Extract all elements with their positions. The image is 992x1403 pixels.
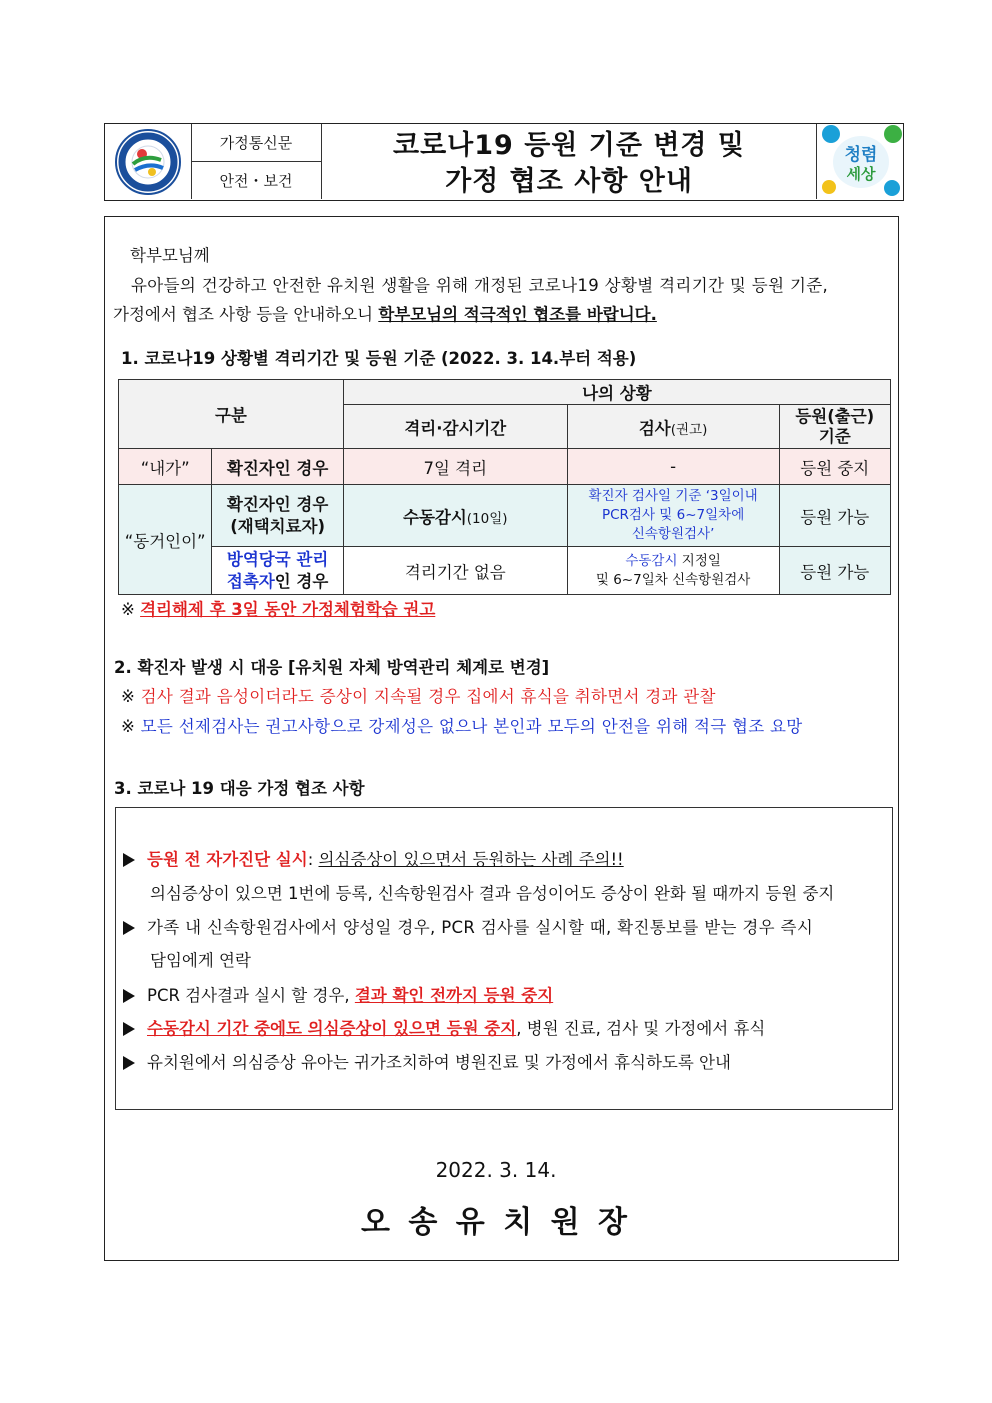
bullet-triangle-icon (123, 1056, 135, 1070)
section1-note (121, 596, 435, 620)
row2-test-line1: 확진자 검사일 기준 ‘3일이내 (588, 488, 758, 504)
section3-heading: 3. 코로나 19 대응 가정 협조 사항 (114, 779, 365, 798)
bullet1-colon: : (307, 850, 319, 869)
row2-attend: 등원 가능 (779, 485, 890, 547)
bullet-item-5 (123, 1049, 731, 1073)
row3-attend: 등원 가능 (779, 547, 890, 595)
bullet-triangle-icon (123, 921, 135, 935)
table-header-quarantine: 격리·감시기간 (343, 405, 567, 449)
row3-test-line1 (568, 552, 779, 571)
signature: 오 송 유 치 원 장 (360, 1205, 632, 1240)
row2-quarantine-note: (10일) (466, 510, 508, 527)
table-header-attend-line2: 기준 (818, 426, 851, 446)
table-header-test (567, 405, 779, 449)
row2-quarantine-label: 수동감시 (403, 507, 467, 527)
campaign-logo-icon (817, 124, 903, 199)
row3-case-contact: 접촉자 (226, 571, 275, 591)
bullet2-text: 가족 내 신속항원검사에서 양성일 경우, PCR 검사를 실시할 때, 확진통보를 받는 경우 즉시 (147, 918, 814, 937)
bullet3-red: 결과 확인 전까지 등원 중지 (354, 986, 554, 1005)
row2-case-line2: (재택치료자) (230, 516, 325, 536)
table-row (119, 485, 891, 547)
bullet3-plain: PCR 검사결과 실시 할 경우, (147, 986, 355, 1005)
intro-line2 (113, 301, 657, 325)
section1-heading: 1. 코로나19 상황별 격리기간 및 등원 기준 (2022. 3. 14.부터 적용) (121, 349, 637, 368)
row2-test-line3: 신속항원검사’ (631, 526, 715, 542)
svg-text:청렴: 청렴 (844, 145, 878, 165)
bullet1-red: 등원 전 자가진단 실시 (147, 850, 308, 869)
row3-case-line1: 방역당국 관리 (226, 549, 329, 569)
section1-note-text: 격리해제 후 3일 동안 가정체험학습 권고 (140, 600, 436, 619)
bullet5-text: 유치원에서 의심증상 유아는 귀가조치하여 병원진료 및 가정에서 휴식하도록 안내 (147, 1053, 731, 1072)
row2-test (567, 485, 779, 547)
note-mark: ※ (121, 687, 141, 706)
greeting: 학부모님께 (130, 246, 210, 265)
intro-line2-text: 가정에서 협조 사항 등을 안내하오니 (113, 305, 379, 324)
row3-test-passive: 수동감시 (625, 552, 678, 569)
table-header-attend (779, 405, 890, 449)
document-title-line1: 코로나19 등원 기준 변경 및 (393, 130, 745, 161)
table-row (119, 449, 891, 485)
school-emblem-cell (105, 124, 192, 199)
document-date: 2022. 3. 14. (435, 1158, 557, 1182)
bullet-item-2 (123, 914, 813, 938)
row1-case: 확진자인 경우 (212, 449, 344, 485)
bullet-item-4 (123, 1015, 765, 1039)
category-label-bottom: 안전・보건 (191, 162, 322, 199)
bullet4-red: 수동감시 기간 중에도 의심증상이 있으면 등원 중지 (147, 1019, 517, 1038)
document-title-line2: 가정 협조 사항 안내 (445, 166, 693, 197)
row3-case (212, 547, 344, 595)
section2-heading: 2. 확진자 발생 시 대응 [유치원 자체 방역관리 체계로 변경] (114, 658, 550, 677)
row1-group: “내가” (119, 449, 212, 485)
bullet-item-3 (123, 982, 553, 1006)
row1-quarantine: 7일 격리 (343, 449, 567, 485)
table-header-group: 구분 (119, 380, 344, 449)
section2-item1 (121, 683, 716, 707)
bullet-item-1-cont: 의심증상이 있으면 1번에 등록, 신속항원검사 결과 음성이어도 증상이 완화 될 때까지 등원 중지 (150, 884, 835, 903)
table-header-attend-line1: 등원(출근) (795, 406, 875, 426)
row2-case (212, 485, 344, 547)
section2-item1-text: 검사 결과 음성이더라도 증상이 지속될 경우 집에서 휴식을 취하면서 경과 관찰 (140, 687, 716, 706)
row3-quarantine: 격리기간 없음 (343, 547, 567, 595)
section2-item2 (121, 713, 803, 737)
table-row (119, 547, 891, 595)
bullet1-underlined: 의심증상이 있으면서 등원하는 사례 주의!! (318, 850, 624, 869)
table-header-test-label: 검사 (638, 418, 671, 438)
row2-test-line2: PCR검사 및 6~7일차에 (601, 507, 745, 523)
row2-case-line1: 확진자인 경우 (226, 494, 329, 514)
category-label-top: 가정통신문 (191, 124, 322, 162)
campaign-logo-cell (816, 124, 903, 199)
intro-line1: 유아들의 건강하고 안전한 유치원 생활을 위해 개정된 코로나19 상황별 격리기간 및 등원 기준, (131, 276, 829, 295)
table-header-my-status: 나의 상황 (343, 380, 890, 405)
row1-attend: 등원 중지 (779, 449, 890, 485)
section2-item2-text: 모든 선제검사는 권고사항으로 강제성은 없으나 본인과 모두의 안전을 위해 적극 협조 요망 (140, 717, 803, 736)
quarantine-criteria-table (118, 379, 891, 595)
row3-test-line2: 및 6~7일차 신속항원검사 (595, 571, 751, 588)
table-header-test-note: (권고) (670, 421, 708, 438)
bullet-item-2-cont: 담임에게 연락 (150, 951, 251, 970)
note-mark: ※ (121, 600, 141, 619)
row2-quarantine (343, 485, 567, 547)
bullet4-rest: , 병원 진료, 검사 및 가정에서 휴식 (516, 1019, 766, 1038)
document-header (104, 123, 904, 201)
row3-test (567, 547, 779, 595)
bullet-triangle-icon (123, 853, 135, 867)
intro-emphasis: 학부모님의 적극적인 협조를 바랍니다. (378, 305, 657, 324)
row3-case-line2 (212, 571, 343, 593)
row3-case-rest: 인 경우 (274, 571, 329, 591)
school-emblem-icon (105, 124, 191, 199)
row1-test: - (567, 449, 779, 485)
svg-text:세상: 세상 (846, 165, 876, 183)
bullet-triangle-icon (123, 989, 135, 1003)
row3-test-rest: 지정일 (677, 552, 721, 569)
bullet-triangle-icon (123, 1022, 135, 1036)
bullet-item-1 (123, 846, 624, 870)
row2-group: “동거인이” (119, 485, 212, 595)
note-mark: ※ (121, 717, 141, 736)
